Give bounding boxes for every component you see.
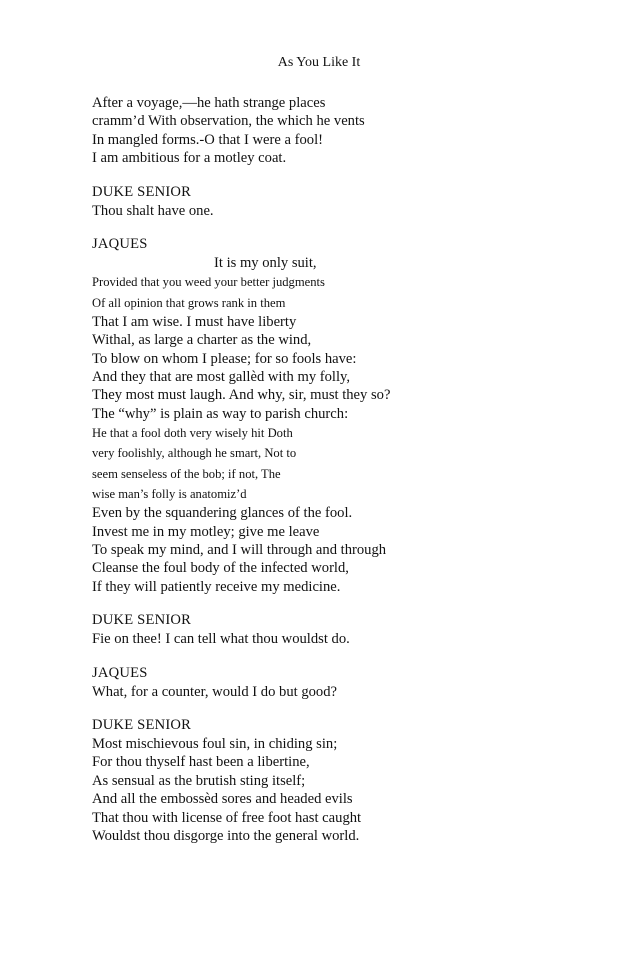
speaker-name: JAQUES — [92, 236, 148, 253]
speech-block — [92, 716, 612, 845]
verse-line: Thou shalt have one. — [92, 202, 214, 219]
speech-block — [92, 183, 612, 220]
speech-block — [92, 664, 612, 701]
verse-line: What, for a counter, would I do but good? — [92, 683, 338, 700]
verse-line: It is my only suit, — [214, 255, 317, 272]
speaker-name: DUKE SENIOR — [92, 716, 192, 733]
verse-line: Withal, as large a charter as the wind, — [92, 332, 312, 349]
verse-line: They most must laugh. And why, sir, must they so? — [92, 387, 391, 404]
verse-line: To blow on whom I please; for so fools have: — [92, 350, 357, 367]
page-title: As You Like It — [277, 55, 361, 70]
verse-line: For thou thyself hast been a libertine, — [92, 754, 310, 771]
verse-line: Wouldst thou disgorge into the general world. — [92, 827, 360, 844]
verse-line: After a voyage,—he hath strange places — [92, 95, 326, 111]
speaker-name: DUKE SENIOR — [92, 612, 192, 629]
verse-line: Provided that you weed your better judgments — [92, 275, 325, 290]
verse-line: Fie on thee! I can tell what thou wouldst do. — [92, 631, 350, 648]
verse-line: The “why” is plain as way to parish church: — [92, 405, 349, 422]
verse-line: And all the embossèd sores and headed evils — [92, 791, 353, 808]
verse-line: To speak my mind, and I will through and through — [92, 541, 387, 558]
verse-line: cramm’d With observation, the which he vents — [92, 113, 365, 130]
verse-line: As sensual as the brutish sting itself; — [92, 772, 306, 789]
verse-line: If they will patiently receive my medicine. — [92, 578, 341, 595]
verse-line: very foolishly, although he smart, Not to — [92, 446, 297, 461]
script-body — [92, 94, 612, 845]
speaker-name: JAQUES — [92, 664, 148, 681]
speech-block — [92, 611, 612, 648]
verse-line: I am ambitious for a motley coat. — [92, 150, 287, 167]
document-page — [92, 54, 612, 860]
verse-line: seem senseless of the bob; if not, The — [92, 466, 281, 481]
verse-line: Of all opinion that grows rank in them — [92, 295, 286, 310]
speaker-name: DUKE SENIOR — [92, 183, 192, 200]
verse-line: Most mischievous foul sin, in chiding sin; — [92, 735, 338, 752]
speech-block — [92, 235, 612, 596]
speech-block — [92, 94, 612, 168]
verse-line: That I am wise. I must have liberty — [92, 313, 297, 330]
verse-line: wise man’s folly is anatomiz’d — [92, 486, 247, 501]
verse-line: And they that are most gallèd with my folly, — [92, 369, 351, 386]
verse-line: Invest me in my motley; give me leave — [92, 523, 320, 540]
verse-line: Even by the squandering glances of the fool. — [92, 505, 353, 522]
verse-line: Cleanse the foul body of the infected world, — [92, 560, 349, 577]
verse-line: In mangled forms.-O that I were a fool! — [92, 131, 323, 148]
verse-line: That thou with license of free foot hast caught — [92, 809, 362, 826]
verse-line: He that a fool doth very wisely hit Doth — [92, 426, 293, 441]
